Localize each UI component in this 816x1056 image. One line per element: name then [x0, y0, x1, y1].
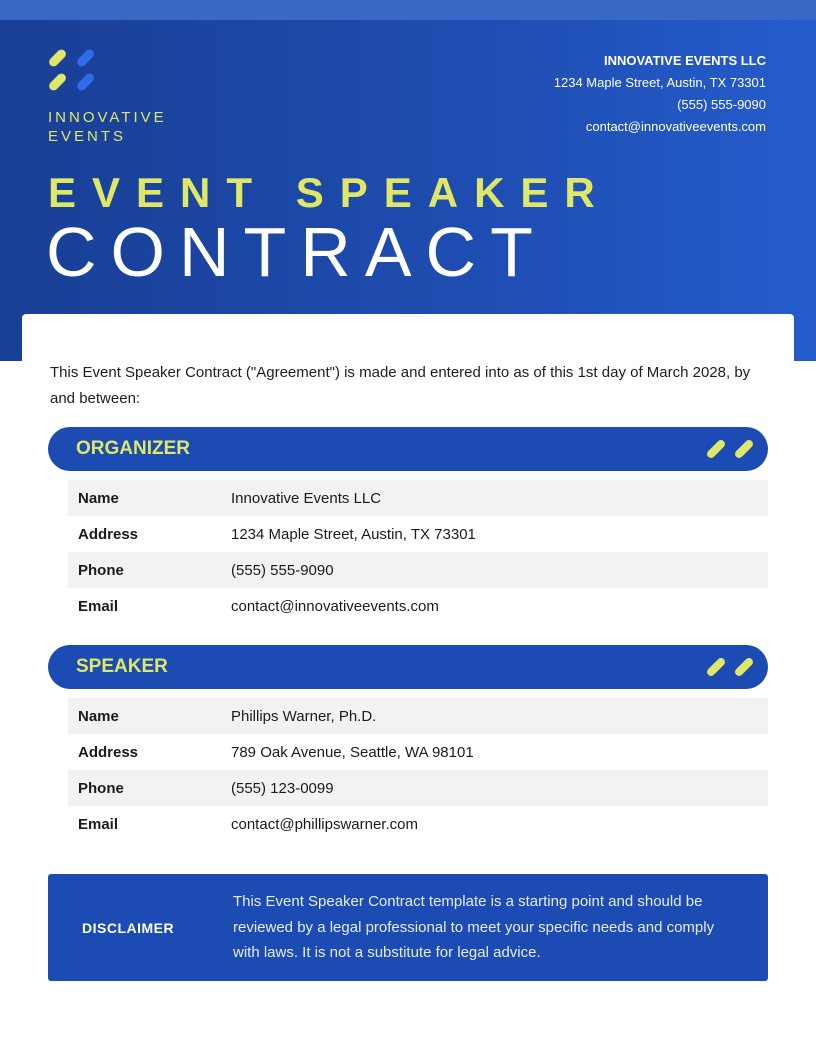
table-row	[68, 806, 768, 842]
row-label: Phone	[78, 779, 124, 797]
table-row	[68, 734, 768, 770]
slash-icon	[733, 438, 754, 459]
table-row	[68, 552, 768, 588]
header-banner	[0, 0, 816, 361]
table-row	[68, 516, 768, 552]
company-phone: (555) 555-9090	[677, 97, 766, 112]
speaker-heading: SPEAKER	[76, 656, 168, 677]
slash-icon	[733, 656, 754, 677]
row-value: (555) 555-9090	[231, 561, 334, 579]
table-row	[68, 588, 768, 624]
row-value: contact@innovativeevents.com	[231, 597, 439, 615]
row-label: Name	[78, 489, 119, 507]
company-address: 1234 Maple Street, Austin, TX 73301	[553, 75, 766, 90]
table-row	[68, 698, 768, 734]
organizer-section-header	[48, 427, 768, 471]
row-value: (555) 123-0099	[231, 779, 334, 797]
disclaimer-text: This Event Speaker Contract template is a starting point and should be reviewed by a legal professional to meet your specific needs and comply with laws. It is not a substitute for legal advice.	[233, 893, 715, 961]
slash-icon	[705, 438, 726, 459]
logo-dashes-icon	[48, 48, 96, 94]
row-value: 1234 Maple Street, Austin, TX 73301	[231, 525, 476, 543]
row-label: Phone	[78, 561, 124, 579]
disclaimer-label: DISCLAIMER	[82, 920, 175, 936]
speaker-table	[68, 698, 768, 842]
company-info	[554, 50, 766, 138]
row-value: 789 Oak Avenue, Seattle, WA 98101	[231, 743, 474, 761]
intro-paragraph: This Event Speaker Contract ("Agreement") is made and entered into as of this 1st day of March 2028, by and between:	[50, 364, 751, 407]
row-value: Phillips Warner, Ph.D.	[231, 707, 377, 725]
company-name: INNOVATIVE EVENTS LLC	[603, 53, 766, 68]
logo-line-1: INNOVATIVE	[48, 109, 167, 126]
row-value: Innovative Events LLC	[231, 489, 382, 507]
header-top-strip	[0, 0, 816, 20]
title-line-1: EVENT SPEAKER	[48, 169, 611, 216]
row-label: Email	[78, 815, 119, 833]
row-value: contact@phillipswarner.com	[231, 815, 418, 833]
row-label: Name	[78, 707, 119, 725]
row-label: Address	[78, 743, 139, 761]
organizer-heading: ORGANIZER	[76, 438, 190, 459]
company-email[interactable]: contact@innovativeevents.com	[585, 119, 766, 134]
logo-line-2: EVENTS	[48, 128, 127, 145]
row-label: Email	[78, 597, 119, 615]
table-row	[68, 480, 768, 516]
title-line-2: CONTRACT	[46, 213, 547, 291]
row-label: Address	[78, 525, 139, 543]
speaker-section-header	[48, 645, 768, 689]
table-row	[68, 770, 768, 806]
organizer-table	[68, 480, 768, 624]
disclaimer-box	[48, 874, 768, 981]
logo-text	[48, 108, 167, 146]
slash-icon	[705, 656, 726, 677]
